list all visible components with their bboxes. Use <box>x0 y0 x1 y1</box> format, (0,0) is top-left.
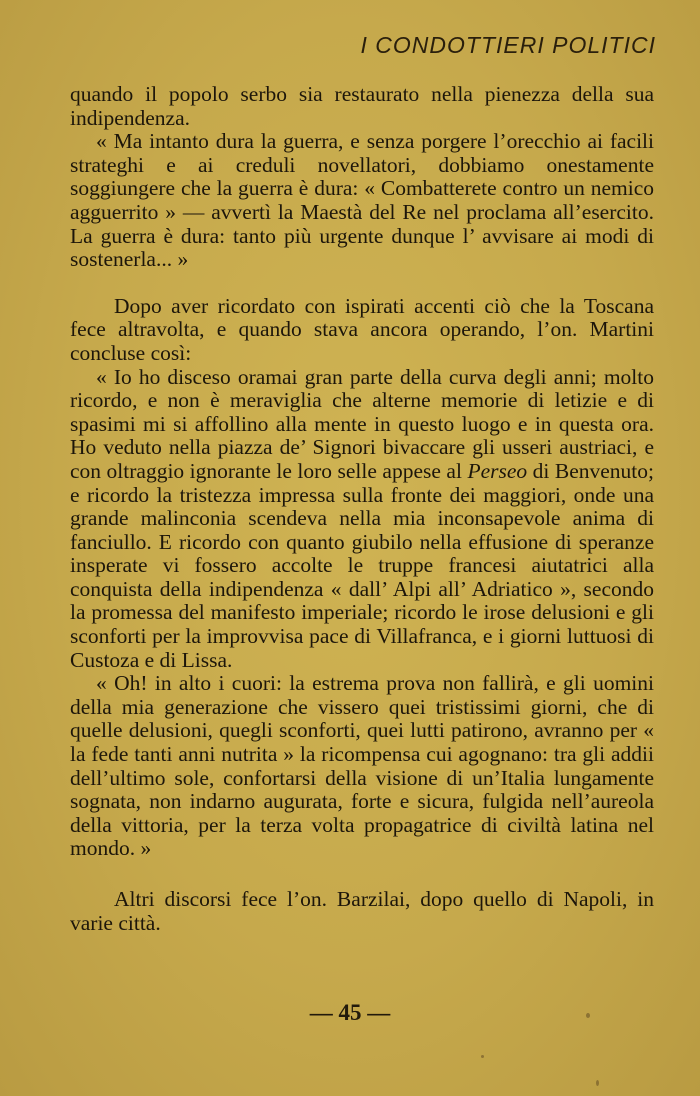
paragraph-quote-memories <box>70 366 654 673</box>
paragraph-gap <box>70 861 654 888</box>
quote-memories-part-1: « Io ho disceso oramai gran parte della curva degli anni; molto ricordo, e non è meraviglia che alterne memorie di letizie e di spasimi mi si affollino alla mente in questo luogo e in questa ora. Ho veduto nella piazza de’ Signori bivaccare gli usseri austriaci, e con oltraggio ignorante le loro selle appese al <box>70 364 654 483</box>
paper-speck <box>596 1080 599 1086</box>
paragraph-continuation: quando il popolo serbo sia restaurato nella pienezza della sua indipendenza. <box>70 82 654 130</box>
quote-memories-part-2: di Benvenuto; e ricordo la tristezza impressa sulla fronte dei maggiori, onde una grande malinconia scendeva nella mia inconsapevole anima di fanciullo. E ricordo con quanto giubilo nella effusione di speranze insperate vi fossero accolte le truppe francesi aiutatrici alla conquista della indipendenza « dall’ Alpi all’ Adriatico », secondo la promessa del manifesto imperiale; ricordo le irose delusioni e gli sconforti per la improvvisa pace di Villafranca, e i giorni luttuosi di Custoza e di Lissa. <box>70 458 654 672</box>
paragraph-barzilai: Altri discorsi fece l’on. Barzilai, dopo quello di Napoli, in varie città. <box>70 887 654 935</box>
page-number: — 45 — <box>309 1000 391 1025</box>
paper-speck <box>586 1013 590 1018</box>
paragraph-gap <box>70 272 654 295</box>
body-text <box>70 83 654 935</box>
paper-speck <box>481 1055 484 1058</box>
paragraph-martini-intro: Dopo aver ricordato con ispirati accenti ciò che la Toscana fece altravolta, e quando stava ancora operando, l’on. Martini concluse così: <box>70 293 654 365</box>
paragraph-quote-hearts: « Oh! in alto i cuori: la estrema prova non fallirà, e gli uomini della mia generazione che vissero quei tristissimi giorni, che di quelle delusioni, quegli sconforti, quei lutti patirono, avranno per « la fede tanti anni nutrita » la ricompensa cui agognano: tra gli addii dell’ultimo sole, confortarsi della visione di un’Italia lungamente sognata, non indarno augurata, forte e sicura, fulgida nell’aureola della vittoria, per la terza volta propagatrice di civiltà latina nel mondo. » <box>70 671 654 861</box>
perseo-title: Perseo <box>467 458 528 483</box>
running-head: I CONDOTTIERI POLITICI <box>360 32 656 58</box>
paragraph-quote-war: « Ma intanto dura la guerra, e senza porgere l’orecchio ai facili strateghi e ai creduli novellatori, dobbiamo onestamente soggiungere che la guerra è dura: « Combatterete contro un nemico agguerrito » — avvertì la Maestà del Re nel proclama all’esercito. La guerra è dura: tanto più urgente dunque l’ avvisare ai modi di sostenerla... » <box>70 129 654 272</box>
